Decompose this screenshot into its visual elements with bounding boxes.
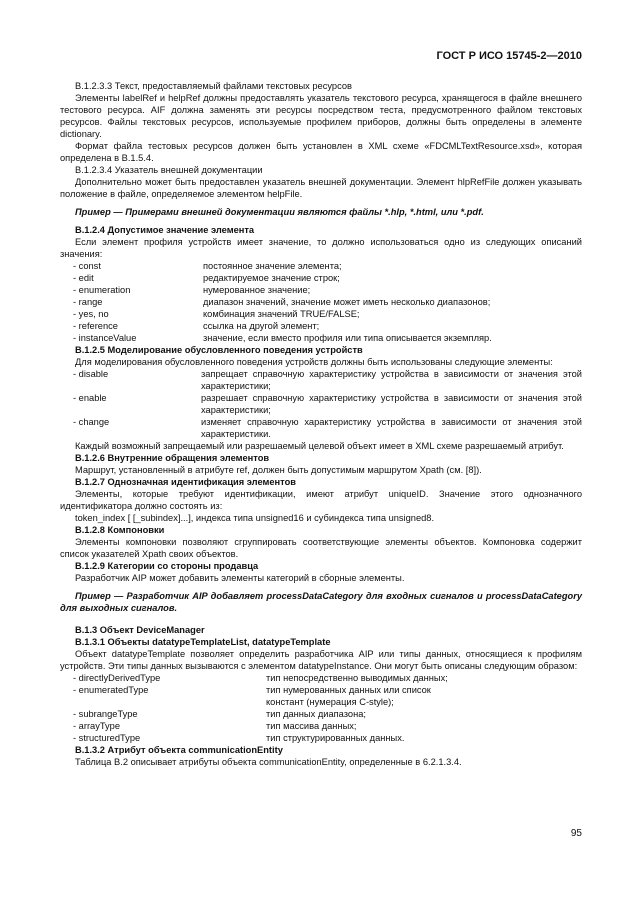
- term: - directlyDerivedType: [73, 673, 161, 683]
- term: - arrayType: [73, 721, 121, 731]
- definition: постоянное значение элемента;: [203, 261, 342, 271]
- definition: ссылка на другой элемент;: [203, 321, 320, 331]
- paragraph: Элементы, которые требуют идентификации, имеют атрибут uniqueID. Значение этого однозначного идентификатора должно состоять из:: [60, 489, 582, 511]
- term: - enable: [73, 393, 107, 403]
- definition: тип массива данных;: [266, 721, 357, 731]
- definition: диапазон значений, значение может иметь несколько диапазонов;: [203, 297, 491, 307]
- definition-item: [60, 272, 582, 284]
- definition-item: [60, 296, 582, 308]
- definition-item: [60, 284, 582, 296]
- term: - enumeratedType: [73, 685, 149, 695]
- term: - change: [73, 417, 110, 427]
- clause-heading: B.1.3.1 Объекты datatypeTemplateList, datatypeTemplate: [75, 637, 331, 647]
- definition-item: [60, 696, 582, 708]
- paragraph: Дополнительно может быть предоставлен указатель внешней документации. Элемент hlpRefFile должен указывать положение в файле, определяемое элементом helpFile.: [60, 177, 582, 199]
- definition: констант (нумерация C-style);: [266, 697, 394, 707]
- definition-item: [60, 672, 582, 684]
- page-number: 95: [570, 828, 582, 839]
- paragraph: Если элемент профиля устройств имеет значение, то должно использоваться одно из следующих описаний значения:: [60, 237, 582, 259]
- paragraph: token_index [ [_subindex]...], индекса типа unsigned16 и субиндекса типа unsigned8.: [75, 513, 435, 523]
- definition-item: [60, 392, 582, 416]
- clause-heading: B.1.3.2 Атрибут объекта communicationEntity: [75, 745, 283, 755]
- paragraph: Разработчик AIP может добавить элементы категорий в сборные элементы.: [75, 573, 405, 583]
- term: - instanceValue: [73, 333, 137, 343]
- paragraph: Элементы labelRef и helpRef должны предоставлять указатель текстового ресурса, хранящегося в файле внешнего тестового ресурса. AIF должна заменять эти ресурсы посредством теста, предусмотренного файлом текстовых ресурсов. Файлы текстовых ресурсов, используемые профилем приборов, должны быть определены в элементе dictionary.: [60, 93, 582, 139]
- definition-item: [60, 308, 582, 320]
- term: - range: [73, 297, 103, 307]
- definition-item: [60, 260, 582, 272]
- definition: комбинация значений TRUE/FALSE;: [203, 309, 360, 319]
- definition-item: [60, 368, 582, 392]
- term: [73, 696, 266, 708]
- paragraph: Формат файла тестовых ресурсов должен быть установлен в XML схеме «FDCMLTextResource.xsd», которая определена в B.1.5.4.: [60, 141, 582, 163]
- definition: нумерованное значение;: [203, 285, 311, 295]
- term: - reference: [73, 321, 118, 331]
- term: - edit: [73, 273, 94, 283]
- definition-item: [60, 416, 582, 440]
- page-content: [60, 80, 582, 768]
- definition: редактируемое значение строк;: [203, 273, 340, 283]
- term: - enumeration: [73, 285, 131, 295]
- definition-item: [60, 732, 582, 744]
- definition-item: [60, 720, 582, 732]
- term: - yes, no: [73, 309, 109, 319]
- clause-heading: B.1.2.3.4 Указатель внешней документации: [75, 165, 263, 175]
- clause-heading: B.1.3 Объект DeviceManager: [75, 625, 205, 635]
- definition-item: [60, 708, 582, 720]
- term: - const: [73, 261, 101, 271]
- definition: тип структурированных данных.: [266, 733, 405, 743]
- definition: тип нумерованных данных или список: [266, 685, 431, 695]
- clause-heading: B.1.2.3.3 Текст, предоставляемый файлами текстовых ресурсов: [75, 81, 352, 91]
- definition: значение, если вместо профиля или типа описывается экземпляр.: [203, 333, 492, 343]
- term: - subrangeType: [73, 709, 138, 719]
- definition-item: [60, 684, 582, 696]
- definition-item: [60, 332, 582, 344]
- clause-heading: B.1.2.6 Внутренние обращения элементов: [75, 453, 270, 463]
- clause-heading: B.1.2.9 Категории со стороны продавца: [75, 561, 259, 571]
- example-note: Пример — Примерами внешней документации являются файлы *.hlp, *.html, или *.pdf.: [75, 207, 484, 217]
- paragraph: Объект datatypeTemplate позволяет определить разработчика AIP или типы данных, относящиеся к профилям устройств. Эти типы данных вызываются с элементом datatypeInstance. Они могут быть описаны следующим образом:: [60, 649, 582, 671]
- paragraph: Маршрут, установленный в атрибуте ref, должен быть допустимым маршрутом Xpath (см. [8]).: [75, 465, 482, 475]
- definition: тип данных диапазона;: [266, 709, 366, 719]
- definition: запрещает справочную характеристику устройства в зависимости от значения этой характеристики;: [201, 369, 582, 391]
- term: - structuredType: [73, 733, 141, 743]
- paragraph: Каждый возможный запрещаемый или разрешаемый целевой объект имеет в XML схеме разрешаемый атрибут.: [75, 441, 564, 451]
- clause-heading: B.1.2.8 Компоновки: [75, 525, 165, 535]
- paragraph: Таблица В.2 описывает атрибуты объекта communicationEntity, определенные в 6.2.1.3.4.: [75, 757, 462, 767]
- clause-heading: B.1.2.7 Однозначная идентификация элементов: [75, 477, 297, 487]
- term: - disable: [73, 369, 109, 379]
- clause-heading: B.1.2.5 Моделирование обусловленного поведения устройств: [75, 345, 363, 355]
- definition-item: [60, 320, 582, 332]
- paragraph: Для моделирования обусловленного поведения устройств должны быть использованы следующие элементы:: [75, 357, 553, 367]
- example-note: Пример — Разработчик AIP добавляет processDataCategory для входных сигналов и processDataCategory для выходных сигналов.: [60, 591, 582, 613]
- standard-header: ГОСТ Р ИСО 15745-2—2010: [436, 50, 582, 62]
- definition: тип непосредственно выводимых данных;: [266, 673, 448, 683]
- definition: изменяет справочную характеристику устройства в зависимости от значения этой характеристики.: [201, 417, 582, 439]
- definition: разрешает справочную характеристику устройства в зависимости от значения этой характеристики;: [201, 393, 582, 415]
- paragraph: Элементы компоновки позволяют сгруппировать соответствующие элементы объектов. Компоновка содержит список указателей Xpath своих объектов.: [60, 537, 582, 559]
- clause-heading: B.1.2.4 Допустимое значение элемента: [75, 225, 255, 235]
